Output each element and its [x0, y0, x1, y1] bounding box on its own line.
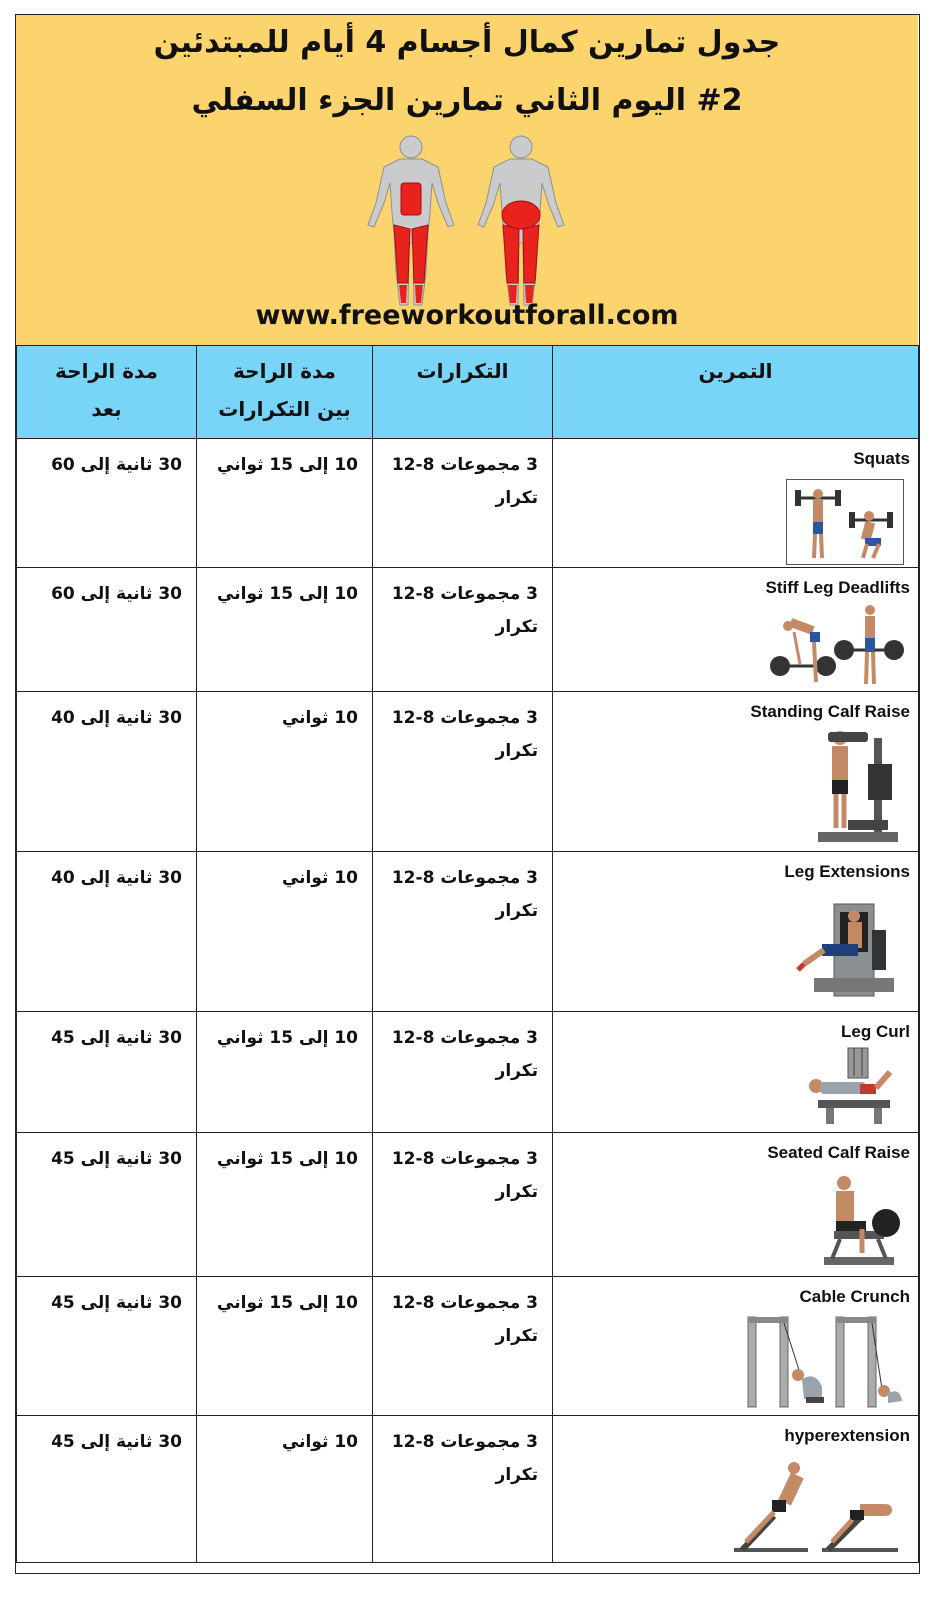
rest-between-cell: 10 ثواني: [197, 692, 373, 852]
header-banner: [16, 15, 918, 346]
exercise-cell: [553, 1133, 919, 1277]
table-row: [17, 439, 919, 568]
rest-between-cell: 10 ثواني: [197, 1416, 373, 1563]
rest-after-cell: 30 ثانية إلى 45: [17, 1012, 197, 1133]
reps-cell: 3 مجموعات 8-12 تكرار: [373, 1012, 553, 1133]
table-header-row: [17, 346, 919, 439]
exercise-name: Leg Extensions: [784, 862, 910, 881]
rest-after-cell: 30 ثانية إلى 60: [17, 568, 197, 692]
reps-cell: 3 مجموعات 8-12 تكرار: [373, 439, 553, 568]
leg-curl-machine-illustration-icon: [804, 1046, 904, 1128]
table-row: [17, 852, 919, 1012]
reps-cell: 3 مجموعات 8-12 تكرار: [373, 568, 553, 692]
website-url: www.freeworkoutforall.com: [255, 300, 679, 331]
exercise-cell: [553, 568, 919, 692]
page-title: جدول تمارين كمال أجسام 4 أيام للمبتدئين: [153, 25, 781, 60]
reps-cell: 3 مجموعات 8-12 تكرار: [373, 1133, 553, 1277]
table-row: [17, 1012, 919, 1133]
calf-raise-machine-illustration-icon: [808, 728, 904, 850]
rest-between-cell: 10 إلى 15 ثواني: [197, 568, 373, 692]
table-row: [17, 1416, 919, 1563]
rest-after-cell: 30 ثانية إلى 40: [17, 692, 197, 852]
rest-after-cell: 30 ثانية إلى 45: [17, 1277, 197, 1416]
col-header-reps: التكرارات: [373, 346, 553, 439]
page-subtitle: #2 اليوم الثاني تمارين الجزء السفلي: [191, 83, 743, 118]
exercise-name: Squats: [853, 449, 910, 468]
rest-between-cell: 10 ثواني: [197, 852, 373, 1012]
reps-cell: 3 مجموعات 8-12 تكرار: [373, 1277, 553, 1416]
exercise-cell: [553, 852, 919, 1012]
workout-sheet: [15, 14, 920, 1574]
table-row: [17, 1133, 919, 1277]
squat-illustration-icon: [786, 479, 904, 565]
workout-table: [16, 345, 919, 1563]
col-header-rest-between: مدة الراحة بين التكرارات: [197, 346, 373, 439]
exercise-cell: [553, 692, 919, 852]
exercise-name: hyperextension: [784, 1426, 910, 1445]
exercise-cell: [553, 439, 919, 568]
seated-calf-raise-illustration-icon: [814, 1171, 904, 1269]
rest-between-cell: 10 إلى 15 ثواني: [197, 439, 373, 568]
rest-after-cell: 30 ثانية إلى 60: [17, 439, 197, 568]
table-row: [17, 568, 919, 692]
rest-after-cell: 30 ثانية إلى 40: [17, 852, 197, 1012]
reps-cell: 3 مجموعات 8-12 تكرار: [373, 692, 553, 852]
leg-extension-machine-illustration-icon: [794, 900, 904, 1000]
exercise-cell: [553, 1012, 919, 1133]
exercise-cell: [553, 1277, 919, 1416]
rest-between-cell: 10 إلى 15 ثواني: [197, 1133, 373, 1277]
table-row: [17, 692, 919, 852]
reps-cell: 3 مجموعات 8-12 تكرار: [373, 1416, 553, 1563]
deadlift-illustration-icon: [770, 604, 904, 688]
rest-between-cell: 10 إلى 15 ثواني: [197, 1277, 373, 1416]
exercise-name: Leg Curl: [841, 1022, 910, 1041]
exercise-name: Standing Calf Raise: [750, 702, 910, 721]
rest-after-cell: 30 ثانية إلى 45: [17, 1133, 197, 1277]
cable-crunch-illustration-icon: [744, 1313, 904, 1413]
reps-cell: 3 مجموعات 8-12 تكرار: [373, 852, 553, 1012]
hyperextension-illustration-icon: [728, 1454, 904, 1558]
col-header-exercise: التمرين: [553, 346, 919, 439]
exercise-name: Cable Crunch: [799, 1287, 910, 1306]
rest-after-cell: 30 ثانية إلى 45: [17, 1416, 197, 1563]
rest-between-cell: 10 إلى 15 ثواني: [197, 1012, 373, 1133]
exercise-name: Stiff Leg Deadlifts: [765, 578, 910, 597]
col-header-rest-after: مدة الراحة بعد: [17, 346, 197, 439]
muscle-anatomy-icon: [346, 133, 586, 312]
exercise-name: Seated Calf Raise: [767, 1143, 910, 1162]
exercise-cell: [553, 1416, 919, 1563]
table-row: [17, 1277, 919, 1416]
